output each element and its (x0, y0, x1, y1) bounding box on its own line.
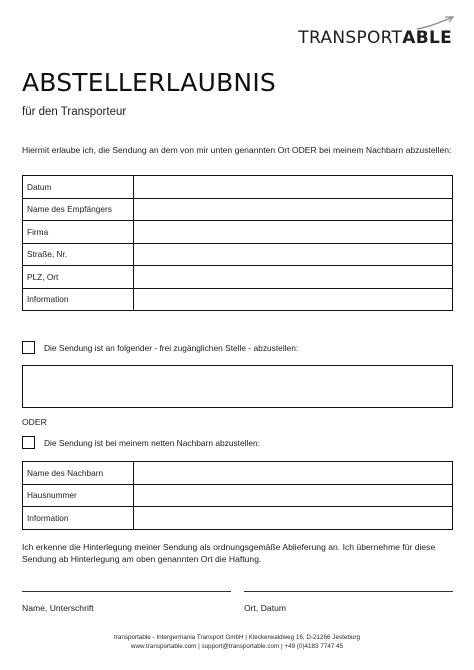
logo-text-light: TRANSPORT (298, 28, 403, 48)
table-row (23, 484, 453, 507)
recipient-table (22, 175, 453, 311)
recipient-name-field[interactable] (134, 198, 453, 221)
row-label-neighbor-information: Information (23, 507, 134, 530)
or-separator: ODER (22, 417, 47, 427)
table-row (23, 198, 453, 221)
table-row (23, 221, 453, 244)
free-place-text-box[interactable] (22, 365, 453, 408)
table-row (23, 243, 453, 266)
table-row (23, 462, 453, 485)
logo-text-bold: ABLE (402, 28, 452, 48)
place-date-label: Ort, Datum (244, 603, 287, 613)
neighbor-option (22, 436, 260, 449)
house-number-field[interactable] (134, 484, 453, 507)
page-subtitle: für den Transporteur (22, 106, 127, 118)
neighbor-checkbox[interactable] (22, 436, 35, 449)
logo-swoosh-icon (415, 15, 455, 31)
table-row (23, 288, 453, 311)
neighbor-information-field[interactable] (134, 507, 453, 530)
neighbor-name-field[interactable] (134, 462, 453, 485)
free-place-option (22, 341, 298, 354)
intro-text: Hiermit erlaube ich, die Sendung an dem von mir unten genannten Ort ODER bei meinem Nachbarn abzustellen: (22, 145, 452, 155)
zip-city-field[interactable] (134, 266, 453, 289)
free-place-label: Die Sendung ist an folgender - frei zugänglichen Stelle - abzustellen: (44, 342, 299, 353)
row-label-street: Straße, Nr. (23, 243, 134, 266)
row-label-datum: Datum (23, 176, 134, 199)
company-field[interactable] (134, 221, 453, 244)
row-label-company: Firma (23, 221, 134, 244)
footer-contact: www.transportable.com | support@transportable.com | +49 (0)4183 7747 45 (130, 643, 344, 650)
row-label-information: Information (23, 288, 134, 311)
neighbor-table (22, 461, 453, 530)
row-label-house-number: Hausnummer (23, 484, 134, 507)
date-field[interactable] (134, 176, 453, 199)
table-row (23, 507, 453, 530)
table-row (23, 266, 453, 289)
company-logo (298, 28, 452, 52)
row-label-zip-city: PLZ, Ort (23, 266, 134, 289)
neighbor-label: Die Sendung ist bei meinem netten Nachbarn abzustellen: (44, 437, 261, 448)
place-date-line[interactable] (244, 591, 453, 592)
table-row (23, 176, 453, 199)
signature-line[interactable] (22, 591, 231, 592)
row-label-recipient-name: Name des Empfängers (23, 198, 134, 221)
street-field[interactable] (134, 243, 453, 266)
footer-address: transportable - Intergermania Transport GmbH | Kleckerwaldweg 16, D-21266 Jesteburg (114, 634, 360, 641)
acknowledgement-text: Ich erkenne die Hinterlegung meiner Sendung als ordnungsgemäße Ablieferung an. Ich übernehme für diese Sendung ab Hinterlegung am oben genannten Ort die Haftung. (22, 542, 436, 564)
page-title: ABSTELLERLAUBNIS (22, 68, 276, 97)
signature-label: Name, Unterschrift (22, 603, 94, 613)
row-label-neighbor-name: Name des Nachbarn (23, 462, 134, 485)
logo-text (298, 28, 452, 48)
free-place-checkbox[interactable] (22, 341, 35, 354)
information-field[interactable] (134, 288, 453, 311)
